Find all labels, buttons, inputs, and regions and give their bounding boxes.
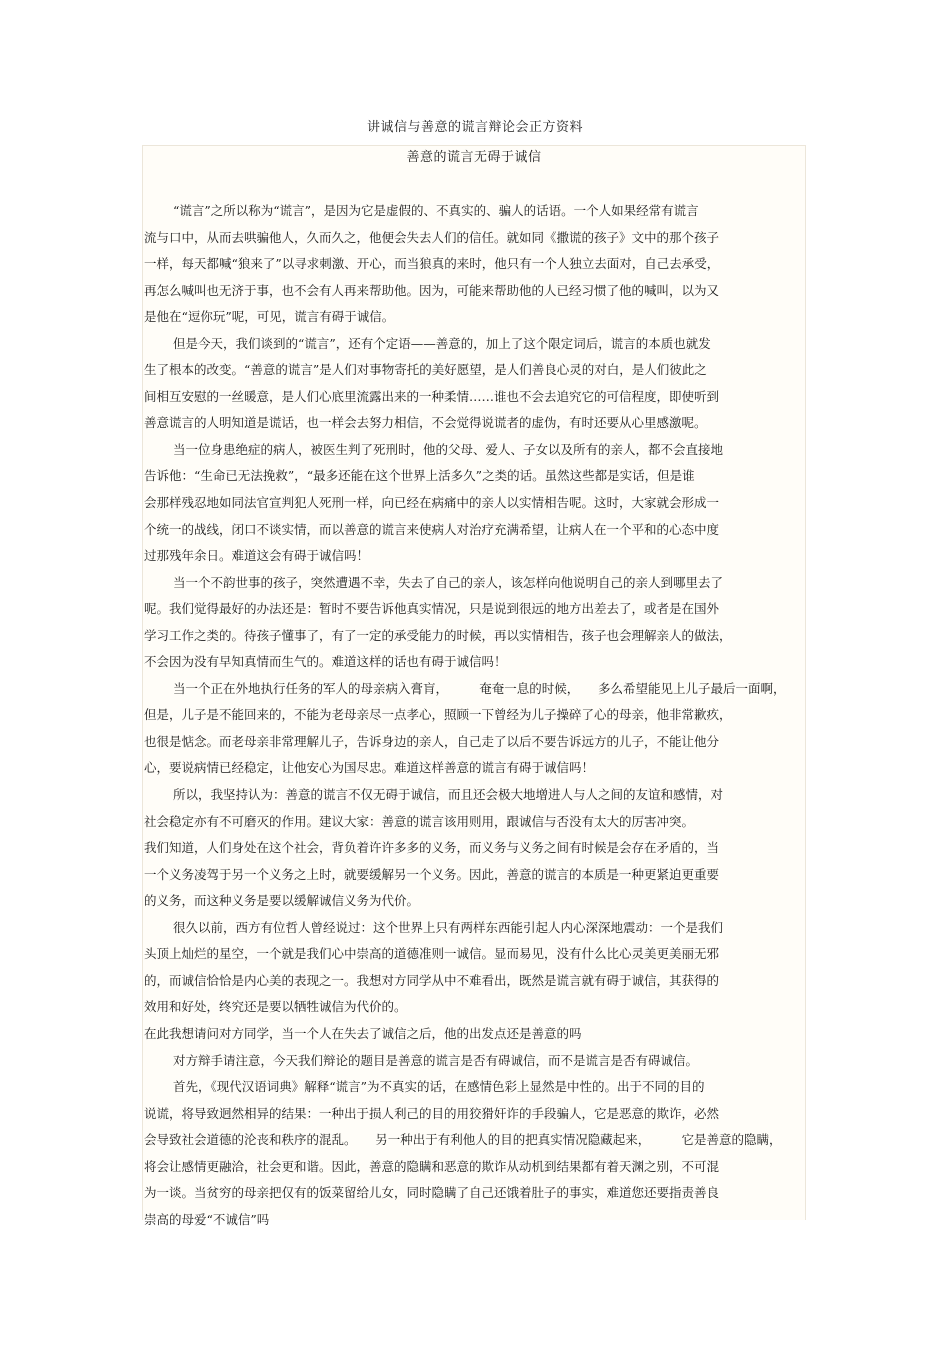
text-line: 会导致社会道德的沦丧和秩序的混乱。 另一种出于有利他人的目的把真实情况隐藏起来， 它是善意的隐瞒， <box>144 1132 782 1148</box>
text-line: “谎言”之所以称为“谎言”，是因为它是虚假的、不真实的、骗人的话语。一个人如果经常有谎言 <box>173 203 699 218</box>
text-line: 首先，《现代汉语词典》解释“谎言”为不真实的话，在感情色彩上显然是中性的。出于不同的目的 <box>173 1079 705 1095</box>
debate-topic-subtitle: 善意的谎言无碍于诚信 <box>406 150 542 165</box>
text-line: 的义务，而这种义务是要以缓解诚信义务为代价。 <box>144 893 420 909</box>
text-line: 呢。我们觉得最好的办法还是：暂时不要告诉他真实情况，只是说到很远的地方出差去了，或者是在国外 <box>144 601 720 617</box>
text-line: 头顶上灿烂的星空，一个就是我们心中崇高的道德准则一诚信。显而易见，没有什么比心灵美更美丽无邪 <box>144 946 720 962</box>
text-line: 很久以前，西方有位哲人曾经说过：这个世界上只有两样东西能引起人内心深深地震动：一个是我们 <box>173 919 724 935</box>
text-line: 生了根本的改变。“善意的谎言”是人们对事物寄托的美好愿望，是人们善良心灵的对白，是人们彼此之 <box>144 362 707 378</box>
text-line: 崇高的母爱“不诚信”吗 <box>144 1211 270 1227</box>
text-line: 一个义务凌驾于另一个义务之上时，就要缓解另一个义务。因此，善意的谎言的本质是一种更紧迫更重要 <box>144 866 720 882</box>
text-line: 为一谈。当贫穷的母亲把仅有的饭菜留给儿女，同时隐瞒了自己还饿着肚子的事实，难道您还要指责善良 <box>144 1185 720 1201</box>
document-title: 讲诚信与善意的谎言辩论会正方资料 <box>366 120 583 135</box>
text-line: 当一个不韵世事的孩子，突然遭遇不幸，失去了自己的亲人，该怎样向他说明自己的亲人到哪里去了 <box>173 574 724 590</box>
text-line: 学习工作之类的。待孩子懂事了，有了一定的承受能力的时候，再以实情相告，孩子也会理解亲人的做法， <box>144 627 732 643</box>
text-line: 将会让感情更融洽，社会更和谐。因此，善意的隐瞒和恶意的欺诈从动机到结果都有着天渊之别，不可混 <box>144 1158 720 1174</box>
text-line: 对方辩手请注意，今天我们辩论的题目是善意的谎言是否有碍诚信，而不是谎言是否有碍诚信。 <box>173 1052 699 1068</box>
text-line: 告诉他：“生命已无法挽救”，“最多还能在这个世界上活多久”之类的话。虽然这些都是实话，但是谁 <box>144 468 695 484</box>
text-line: 过那残年余日。难道这会有碍于诚信吗！ <box>144 548 370 564</box>
text-line: 流与口中，从而去哄骗他人，久而久之，他便会失去人们的信任。就如同《撒谎的孩子》文中的那个孩子 <box>144 229 720 245</box>
text-line: 但是，儿子是不能回来的，不能为老母亲尽一点孝心，照顾一下曾经为儿子操碎了心的母亲，他非常歉疚， <box>144 707 732 723</box>
text-line: 我们知道，人们身处在这个社会，背负着许许多多的义务，而义务与义务之间有时候是会存在矛盾的，当 <box>144 840 720 856</box>
text-line: 也很是惦念。而老母亲非常理解儿子，告诉身边的亲人，自己走了以后不要告诉远方的儿子，不能让他分 <box>144 733 720 749</box>
text-line: 个统一的战线，闭口不谈实情，而以善意的谎言来使病人对治疗充满希望，让病人在一个平和的心态中度 <box>144 521 720 537</box>
document-body <box>144 198 794 1233</box>
text-line: 间相互安慰的一丝暖意，是人们心底里流露出来的一种柔情……谁也不会去追究它的可信程度，即使听到 <box>144 388 720 404</box>
text-line: 当一位身患绝症的病人，被医生判了死刑时，他的父母、爱人、子女以及所有的亲人，都不会直接地 <box>173 441 724 457</box>
text-line: 在此我想请问对方同学，当一个人在失去了诚信之后，他的出发点还是善意的吗 <box>144 1025 582 1041</box>
text-line: 的，而诚信恰恰是内心美的表现之一。我想对方同学从中不难看出，既然是谎言就有碍于诚信，其获得的 <box>144 972 720 988</box>
text-line: 当一个正在外地执行任务的军人的母亲病入膏肓， 奄奄一息的时候， 多么希望能见上儿子最后一面啊， <box>173 680 786 696</box>
text-line: 社会稳定亦有不可磨灭的作用。建议大家：善意的谎言该用则用，跟诚信与否没有太大的厉害冲突。 <box>144 813 695 829</box>
text-line: 一样，每天都喊“狼来了”以寻求刺激、开心，而当狼真的来时，他只有一个人独立去面对，自己去承受， <box>144 256 720 272</box>
text-line: 说谎，将导致迥然相异的结果：一种出于损人利己的目的用狡猾奸诈的手段骗人，它是恶意的欺诈，必然 <box>144 1105 720 1121</box>
text-line: 不会因为没有早知真情而生气的。难道这样的话也有碍于诚信吗！ <box>144 654 507 670</box>
text-line: 效用和好处，终究还是要以牺牲诚信为代价的。 <box>144 999 407 1015</box>
text-line: 是他在“逗你玩”呢，可见，谎言有碍于诚信。 <box>144 309 395 325</box>
text-line: 所以，我坚持认为：善意的谎言不仅无碍于诚信，而且还会极大地增进人与人之间的友谊和感情，对 <box>173 787 724 803</box>
text-line: 善意谎言的人明知道是谎话，也一样会去努力相信，不会觉得说谎者的虚伪，有时还要从心里感激呢。 <box>144 415 707 431</box>
text-line: 但是今天，我们谈到的“谎言”，还有个定语——善意的，加上了这个限定词后，谎言的本质也就发 <box>173 335 711 351</box>
text-line: 再怎么喊叫也无济于事，也不会有人再来帮助他。因为，可能来帮助他的人已经习惯了他的喊叫，以为又 <box>144 282 720 298</box>
text-line: 心，要说病情已经稳定，让他安心为国尽忠。难道这样善意的谎言有碍于诚信吗！ <box>144 760 595 776</box>
text-line: 会那样残忍地如同法官宣判犯人死刑一样，向已经在病痛中的亲人以实情相告呢。这时，大家就会形成一 <box>144 495 720 511</box>
